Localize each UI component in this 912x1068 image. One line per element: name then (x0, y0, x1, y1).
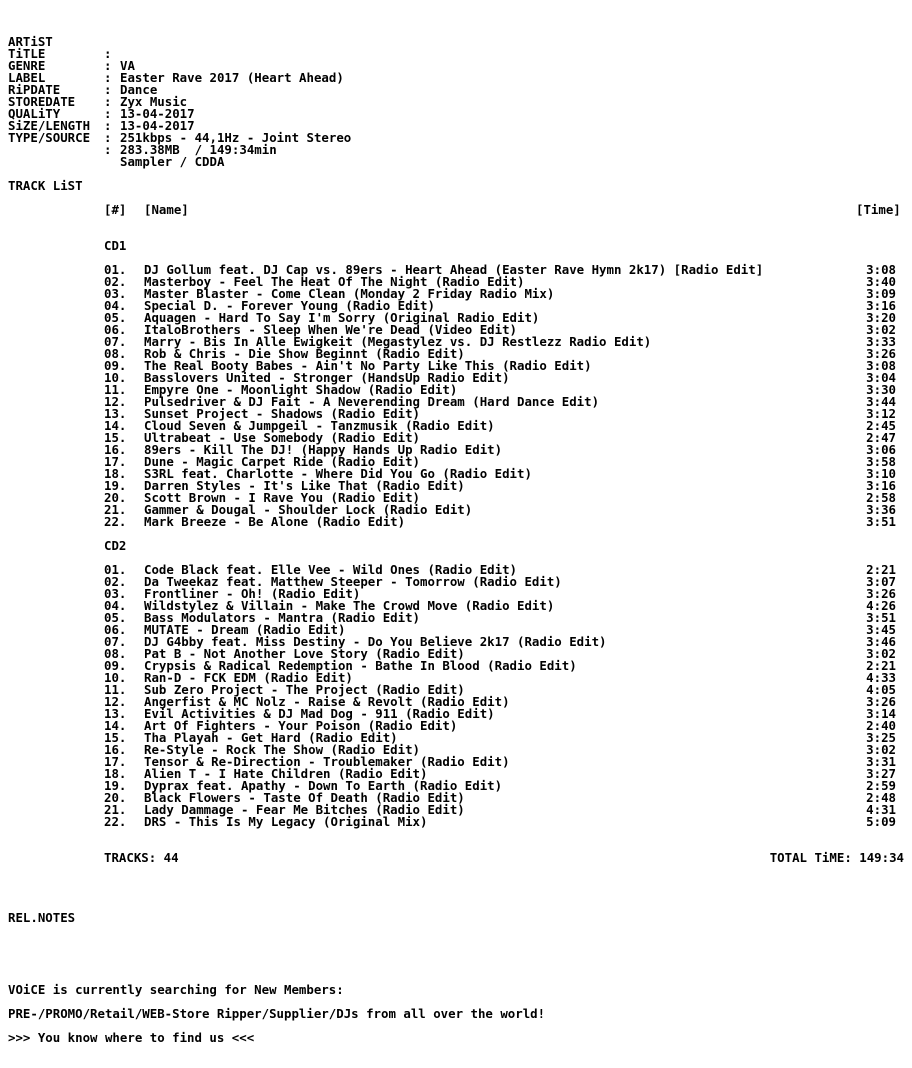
track-number: 03. (104, 586, 127, 601)
track-name: Tensor & Re-Direction - Troublemaker (Radio Edit) (144, 754, 510, 769)
info-key: STOREDATE (8, 94, 76, 109)
track-name: Re-Style - Rock The Show (Radio Edit) (144, 742, 421, 757)
track-time: 3:02 (866, 742, 896, 757)
track-name: 89ers - Kill The DJ! (Happy Hands Up Radio Edit) (144, 442, 503, 457)
track-time: 3:06 (866, 442, 896, 457)
track-name: The Real Booty Babes - Ain't No Party Like This (Radio Edit) (144, 358, 592, 373)
track-name: Da Tweekaz feat. Matthew Steeper - Tomorrow (Radio Edit) (144, 574, 562, 589)
info-value: Dance (120, 82, 158, 97)
notes-line-1: VOiCE is currently searching for New Members: (8, 982, 344, 997)
track-name: Sunset Project - Shadows (Radio Edit) (144, 406, 421, 421)
track-name: DJ Gollum feat. DJ Cap vs. 89ers - Heart Ahead (Easter Rave Hymn 2k17) [Radio Edit] (144, 262, 764, 277)
info-key: RiPDATE (8, 82, 61, 97)
track-name: Dyprax feat. Apathy - Down To Earth (Radio Edit) (144, 778, 503, 793)
track-time: 4:05 (866, 682, 896, 697)
header-time: [Time] (856, 202, 901, 217)
track-time: 3:12 (866, 406, 896, 421)
track-name: Ultrabeat - Use Somebody (Radio Edit) (144, 430, 421, 445)
track-time: 5:09 (866, 814, 896, 829)
track-name: Frontliner - Oh! (Radio Edit) (144, 586, 361, 601)
track-number: 06. (104, 622, 127, 637)
track-name: ItaloBrothers - Sleep When We're Dead (Video Edit) (144, 322, 517, 337)
track-name: S3RL feat. Charlotte - Where Did You Go (Radio Edit) (144, 466, 532, 481)
track-time: 2:40 (866, 718, 896, 733)
track-number: 13. (104, 706, 127, 721)
info-separator: : (104, 82, 112, 97)
track-number: 07. (104, 334, 127, 349)
track-number: 07. (104, 634, 127, 649)
track-time: 3:09 (866, 286, 896, 301)
track-name: Wildstylez & Villain - Make The Crowd Move (Radio Edit) (144, 598, 555, 613)
track-time: 3:40 (866, 274, 896, 289)
track-name: Basslovers United - Stronger (HandsUp Radio Edit) (144, 370, 510, 385)
cd1-title: CD1 (104, 238, 127, 253)
track-number: 01. (104, 562, 127, 577)
track-time: 3:31 (866, 754, 896, 769)
track-number: 14. (104, 718, 127, 733)
track-number: 11. (104, 682, 127, 697)
track-number: 09. (104, 658, 127, 673)
track-row (104, 516, 896, 528)
track-time: 3:16 (866, 478, 896, 493)
track-time: 3:51 (866, 610, 896, 625)
track-name: Ran-D - FCK EDM (Radio Edit) (144, 670, 353, 685)
track-number: 12. (104, 694, 127, 709)
track-time: 3:30 (866, 382, 896, 397)
track-name: Tha Playah - Get Hard (Radio Edit) (144, 730, 398, 745)
track-time: 4:33 (866, 670, 896, 685)
track-time: 3:26 (866, 346, 896, 361)
info-value: 251kbps - 44,1Hz - Joint Stereo (120, 130, 352, 145)
track-number: 15. (104, 430, 127, 445)
info-key: TYPE/SOURCE (8, 130, 91, 145)
info-key: QUALiTY (8, 106, 61, 121)
track-number: 14. (104, 418, 127, 433)
track-time: 3:04 (866, 370, 896, 385)
track-name: Special D. - Forever Young (Radio Edit) (144, 298, 435, 313)
track-name: Sub Zero Project - The Project (Radio Edit) (144, 682, 465, 697)
track-number: 17. (104, 454, 127, 469)
info-separator: : (104, 130, 112, 145)
track-time: 2:48 (866, 790, 896, 805)
track-name: Mark Breeze - Be Alone (Radio Edit) (144, 514, 406, 529)
tracklist-title: TRACK LiST (8, 178, 83, 193)
track-number: 20. (104, 490, 127, 505)
track-number: 04. (104, 598, 127, 613)
track-number: 13. (104, 406, 127, 421)
track-name: Empyre One - Moonlight Shadow (Radio Edit) (144, 382, 458, 397)
track-number: 02. (104, 274, 127, 289)
track-number: 05. (104, 610, 127, 625)
track-name: Masterboy - Feel The Heat Of The Night (Radio Edit) (144, 274, 525, 289)
info-value: VA (120, 58, 135, 73)
info-separator: : (104, 46, 112, 61)
info-value: Easter Rave 2017 (Heart Ahead) (120, 70, 344, 85)
total-time: TOTAL TiME: 149:34 (769, 850, 904, 865)
header-name: [Name] (144, 202, 189, 217)
track-time: 3:02 (866, 646, 896, 661)
header-number: [#] (104, 202, 127, 217)
info-key: TiTLE (8, 46, 46, 61)
info-key: ARTiST (8, 34, 53, 49)
track-number: 15. (104, 730, 127, 745)
track-number: 02. (104, 574, 127, 589)
track-number: 22. (104, 514, 127, 529)
track-name: Pulsedriver & DJ Fait - A Neverending Dream (Hard Dance Edit) (144, 394, 600, 409)
track-number: 09. (104, 358, 127, 373)
tracks-count: TRACKS: 44 (104, 850, 179, 865)
track-name: Black Flowers - Taste Of Death (Radio Edit) (144, 790, 465, 805)
track-time: 3:08 (866, 358, 896, 373)
info-key: SiZE/LENGTH (8, 118, 91, 133)
notes-line-2: PRE-/PROMO/Retail/WEB-Store Ripper/Supplier/DJs from all over the world! (8, 1006, 546, 1021)
track-time: 3:20 (866, 310, 896, 325)
track-number: 17. (104, 754, 127, 769)
track-time: 2:21 (866, 658, 896, 673)
track-time: 3:16 (866, 298, 896, 313)
info-separator: : (104, 58, 112, 73)
info-separator: : (104, 142, 112, 157)
track-number: 10. (104, 370, 127, 385)
track-number: 21. (104, 802, 127, 817)
track-number: 08. (104, 346, 127, 361)
track-number: 08. (104, 646, 127, 661)
track-number: 21. (104, 502, 127, 517)
track-time: 2:59 (866, 778, 896, 793)
track-time: 3:33 (866, 334, 896, 349)
track-name: Bass Modulators - Mantra (Radio Edit) (144, 610, 421, 625)
track-name: Dune - Magic Carpet Ride (Radio Edit) (144, 454, 421, 469)
track-number: 10. (104, 670, 127, 685)
info-value: Sampler / CDDA (120, 154, 225, 169)
track-number: 12. (104, 394, 127, 409)
track-time: 3:14 (866, 706, 896, 721)
track-name: DRS - This Is My Legacy (Original Mix) (144, 814, 428, 829)
track-name: Master Blaster - Come Clean (Monday 2 Friday Radio Mix) (144, 286, 555, 301)
track-time: 2:21 (866, 562, 896, 577)
info-key: LABEL (8, 70, 46, 85)
track-time: 3:45 (866, 622, 896, 637)
track-name: Crypsis & Radical Redemption - Bathe In Blood (Radio Edit) (144, 658, 577, 673)
track-number: 18. (104, 766, 127, 781)
track-number: 19. (104, 778, 127, 793)
track-name: Code Black feat. Elle Vee - Wild Ones (Radio Edit) (144, 562, 517, 577)
track-time: 3:44 (866, 394, 896, 409)
info-value: 13-04-2017 (120, 118, 195, 133)
info-value: 13-04-2017 (120, 106, 195, 121)
cd2-title: CD2 (104, 538, 127, 553)
track-name: Art Of Fighters - Your Poison (Radio Edit) (144, 718, 458, 733)
release-notes-title: REL.NOTES (8, 910, 76, 925)
info-value: Zyx Music (120, 94, 188, 109)
track-name: Marry - Bis In Alle Ewigkeit (Megastylez vs. DJ Restlezz Radio Edit) (144, 334, 652, 349)
track-name: Cloud Seven & Jumpgeil - Tanzmusik (Radio Edit) (144, 418, 495, 433)
track-name: Pat B - Not Another Love Story (Radio Edit) (144, 646, 465, 661)
track-number: 16. (104, 442, 127, 457)
track-time: 4:31 (866, 802, 896, 817)
track-time: 3:10 (866, 466, 896, 481)
track-name: Darren Styles - It's Like That (Radio Edit) (144, 478, 465, 493)
track-time: 3:07 (866, 574, 896, 589)
track-name: Gammer & Dougal - Shoulder Lock (Radio Edit) (144, 502, 473, 517)
track-time: 3:26 (866, 586, 896, 601)
track-time: 2:47 (866, 430, 896, 445)
info-value: 283.38MB / 149:34min (120, 142, 277, 157)
notes-line-3: >>> You know where to find us <<< (8, 1030, 255, 1045)
track-time: 3:58 (866, 454, 896, 469)
track-number: 05. (104, 310, 127, 325)
info-separator: : (104, 106, 112, 121)
track-name: Rob & Chris - Die Show Beginnt (Radio Edit) (144, 346, 465, 361)
track-number: 11. (104, 382, 127, 397)
track-number: 06. (104, 322, 127, 337)
track-time: 2:58 (866, 490, 896, 505)
info-separator: : (104, 94, 112, 109)
track-number: 19. (104, 478, 127, 493)
track-name: Scott Brown - I Rave You (Radio Edit) (144, 490, 421, 505)
track-number: 20. (104, 790, 127, 805)
track-number: 03. (104, 286, 127, 301)
track-time: 3:26 (866, 694, 896, 709)
info-separator: : (104, 118, 112, 133)
track-name: Alien T - I Hate Children (Radio Edit) (144, 766, 428, 781)
track-time: 3:46 (866, 634, 896, 649)
track-name: Evil Activities & DJ Mad Dog - 911 (Radio Edit) (144, 706, 495, 721)
track-time: 3:08 (866, 262, 896, 277)
track-time: 4:26 (866, 598, 896, 613)
track-number: 22. (104, 814, 127, 829)
track-time: 3:02 (866, 322, 896, 337)
track-name: Aquagen - Hard To Say I'm Sorry (Original Radio Edit) (144, 310, 540, 325)
track-number: 16. (104, 742, 127, 757)
track-name: DJ G4bby feat. Miss Destiny - Do You Believe 2k17 (Radio Edit) (144, 634, 607, 649)
track-time: 3:25 (866, 730, 896, 745)
info-key: GENRE (8, 58, 46, 73)
track-number: 18. (104, 466, 127, 481)
track-time: 3:51 (866, 514, 896, 529)
track-name: MUTATE - Dream (Radio Edit) (144, 622, 346, 637)
track-number: 04. (104, 298, 127, 313)
track-number: 01. (104, 262, 127, 277)
track-row (104, 816, 896, 828)
track-time: 2:45 (866, 418, 896, 433)
track-name: Angerfist & MC Nolz - Raise & Revolt (Radio Edit) (144, 694, 510, 709)
info-separator: : (104, 70, 112, 85)
track-time: 3:36 (866, 502, 896, 517)
track-name: Lady Dammage - Fear Me Bitches (Radio Edit) (144, 802, 465, 817)
track-time: 3:27 (866, 766, 896, 781)
